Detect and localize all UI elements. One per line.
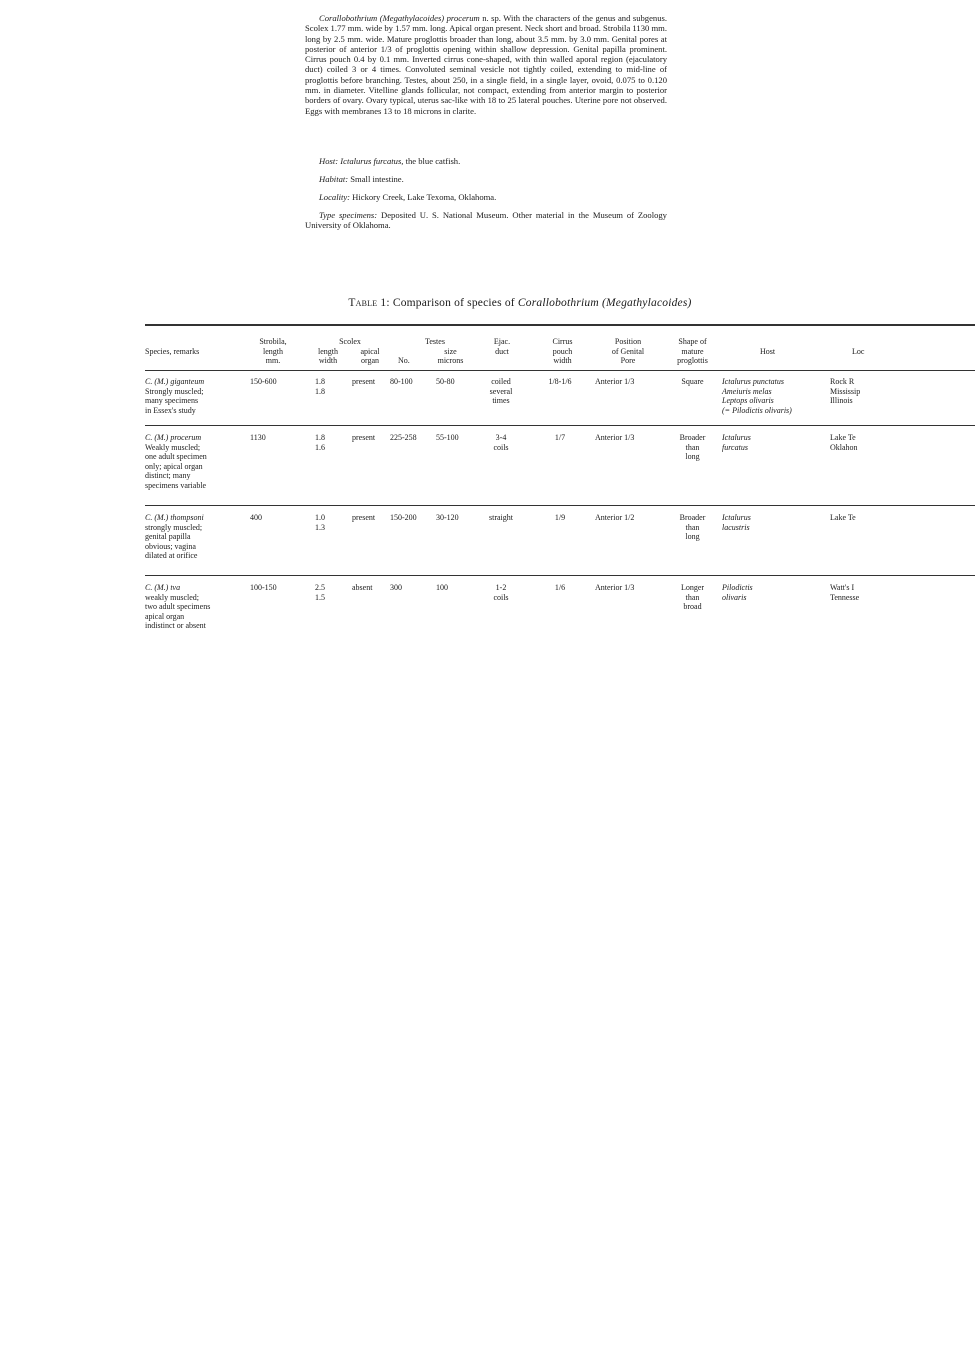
species-cell — [145, 513, 204, 561]
testes-number-cell: 225-258 — [390, 433, 417, 442]
cirrus-pouch-cell: 1/7 — [554, 433, 566, 442]
header-shape: Shape of mature proglottis — [677, 337, 708, 366]
locality-label: Locality: — [319, 192, 351, 202]
type-value: Deposited U. S. National Museum. Other material in the Museum of Zoology University of Oklahoma. — [305, 210, 667, 231]
type-label: Type specimens: — [319, 210, 378, 220]
host-line — [305, 156, 667, 166]
header-cirrus: Cirrus pouch width — [552, 337, 573, 366]
apical-organ-cell: present — [352, 433, 376, 442]
row-rule — [145, 575, 975, 576]
strobila-cell: 100-150 — [250, 583, 277, 592]
locality-line — [305, 192, 667, 202]
genital-pore-cell: Anterior 1/3 — [595, 433, 635, 442]
species-description-paragraph — [305, 13, 667, 116]
species-remarks: Strongly muscled; many specimens in Essex's study — [145, 386, 204, 415]
cirrus-pouch-cell: 1/9 — [554, 513, 566, 522]
header-species: Species, remarks — [145, 347, 200, 356]
ejac-duct-cell: 1-2 coils — [493, 583, 509, 602]
table-genus: Corallobothrium (Megathylacoides) — [517, 297, 692, 309]
testes-number-cell: 80-100 — [390, 377, 413, 386]
testes-size-cell: 100 — [436, 583, 448, 592]
species-name: C. (M.) procerum — [145, 433, 202, 442]
genital-pore-cell: Anterior 1/3 — [595, 583, 635, 592]
locality-cell: Lake Te Oklahon — [830, 433, 858, 452]
testes-size-cell: 30-120 — [436, 513, 459, 522]
species-name: Corallobothrium (Megathylacoides) procerum — [319, 13, 480, 23]
host-species: Ictalurus furcatus, — [340, 156, 404, 166]
table-number: Table 1: — [348, 297, 390, 309]
type-specimens-line — [305, 210, 667, 231]
species-cell — [145, 377, 204, 415]
cirrus-pouch-cell: 1/6 — [554, 583, 566, 592]
scolex-cell: 2.5 1.5 — [315, 583, 325, 602]
scolex-cell: 1.8 1.8 — [315, 377, 325, 396]
strobila-cell: 150-600 — [250, 377, 277, 386]
header-apical: apical organ — [360, 346, 380, 366]
species-cell — [145, 433, 207, 491]
apical-organ-cell: absent — [352, 583, 373, 592]
locality-value: Hickory Creek, Lake Texoma, Oklahoma. — [350, 192, 497, 202]
row-rule — [145, 425, 975, 426]
testes-size-cell: 50-80 — [436, 377, 455, 386]
host-cell: Ictalurus furcatus — [722, 433, 751, 452]
table-caption: Comparison of species of — [389, 297, 518, 309]
testes-number-cell: 300 — [390, 583, 402, 592]
scolex-cell: 1.8 1.6 — [315, 433, 325, 452]
genital-pore-cell: Anterior 1/2 — [595, 513, 635, 522]
ejac-duct-cell: straight — [489, 513, 513, 522]
header-testes-no: No. — [398, 356, 410, 366]
host-cell: Ictalurus punctatus Ameiuris melas Leptops olivaris (= Pilodictis olivaris) — [722, 377, 792, 415]
species-remarks: weakly muscled; two adult specimens apical organ indistinct or absent — [145, 592, 211, 631]
locality-cell: Watt's I Tennesse — [830, 583, 860, 602]
header-scolex-dims: length width — [318, 346, 338, 366]
strobila-cell: 1130 — [250, 433, 266, 442]
genital-pore-cell: Anterior 1/3 — [595, 377, 635, 386]
host-cell: Ictalurus lacustris — [722, 513, 751, 532]
header-ejac: Ejac. duct — [493, 337, 511, 356]
header-locality: Loc — [852, 347, 865, 356]
species-name: C. (M.) thompsoni — [145, 513, 204, 522]
species-cell — [145, 583, 210, 631]
habitat-line — [305, 174, 667, 184]
proglottis-shape-cell: Broader than long — [679, 513, 706, 542]
proglottis-shape-cell: Broader than long — [679, 433, 706, 462]
habitat-value: Small intestine. — [348, 174, 404, 184]
testes-number-cell: 150-200 — [390, 513, 417, 522]
species-remarks: strongly muscled; genital papilla obvious; vagina dilated at orifice — [145, 522, 203, 561]
header-rule — [145, 370, 975, 371]
locality-cell: Lake Te — [830, 513, 856, 522]
row-rule — [145, 505, 975, 506]
cirrus-pouch-cell: 1/8-1/6 — [548, 377, 572, 386]
scolex-cell: 1.0 1.3 — [315, 513, 325, 532]
header-host: Host — [759, 347, 776, 356]
header-testes-size: size microns — [437, 346, 464, 366]
host-cell: Pilodictis olivaris — [722, 583, 753, 602]
species-name: C. (M.) tva — [145, 583, 181, 592]
strobila-cell: 400 — [250, 513, 262, 522]
proglottis-shape-cell: Longer than broad — [680, 583, 705, 612]
description-body: n. sp. With the characters of the genus and subgenus. Scolex 1.77 mm. wide by 1.57 mm. long. Apical organ present. Neck short and broad. Strobila 1130 mm. long by 2.5 mm. wide. Mature proglottis broader than long, about 3.5 mm. by 3.0 mm. Genital pores at posterior of anterior 1/3 of proglottis opening within shallow depression. Genital papilla prominent. Cirrus pouch 0.4 by 0.1 mm. Inverted cirrus cone-shaped, with thin walled aporal region (ejaculatory duct) coiled 3 or 4 times. Convoluted seminal vesicle not tightly coiled, extending to mid-line of proglottis before branching. Testes, about 250, in a single field, in a single layer, ovoid, 0.075 to 0.120 mm. in diameter. Vitelline glands follicular, not compact, extending from anterior margin to posterior borders of ovary. Ovary typical, uterus sac-like with 18 to 25 lateral pouches. Uterine pore not observed. Eggs with membranes 13 to 18 microns in clarite. — [305, 13, 667, 116]
species-remarks: Weakly muscled; one adult specimen only; apical organ distinct; many specimens variable — [145, 442, 207, 490]
habitat-label: Habitat: — [319, 174, 349, 184]
host-rest: the blue catfish. — [403, 156, 461, 166]
header-testes: Testes — [425, 337, 445, 346]
testes-size-cell: 55-100 — [436, 433, 459, 442]
ejac-duct-cell: coiled several times — [489, 377, 513, 406]
header-scolex: Scolex — [339, 337, 361, 346]
proglottis-shape-cell: Square — [681, 377, 704, 386]
apical-organ-cell: present — [352, 377, 376, 386]
header-strobila: Strobila, length mm. — [259, 337, 287, 366]
host-label: Host: — [319, 156, 339, 166]
apical-organ-cell: present — [352, 513, 376, 522]
header-position: Position of Genital Pore — [611, 337, 645, 366]
locality-cell: Rock R Mississip Illinois — [830, 377, 861, 406]
table-title — [0, 297, 975, 309]
ejac-duct-cell: 3-4 coils — [493, 433, 509, 452]
table-top-rule — [145, 324, 975, 326]
species-name: C. (M.) giganteum — [145, 377, 205, 386]
